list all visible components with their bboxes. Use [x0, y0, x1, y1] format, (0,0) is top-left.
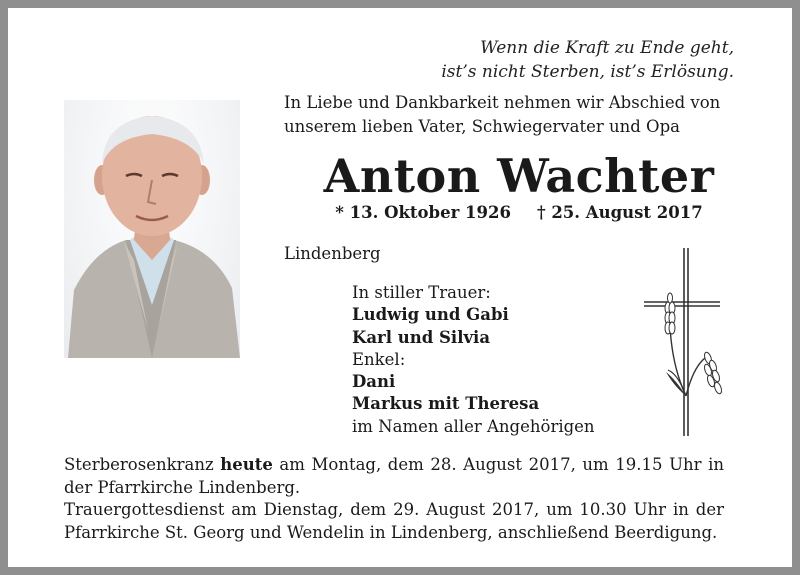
grandchild-2: Markus mit Theresa: [352, 394, 540, 414]
service-announcement: Trauergottesdienst am Dienstag, dem 29. August 2017, um 10.30 Uhr in der Pfarrkirche St. Georg und Wendelin in Lindenberg, anschließend Beerdigung.: [64, 500, 724, 542]
quote: [441, 36, 734, 84]
life-dates: [284, 201, 754, 225]
portrait-illustration: [64, 100, 240, 358]
farewell-intro: [284, 91, 754, 139]
mourners-list: [352, 282, 595, 438]
birth-date: * 13. Oktober 1926: [335, 203, 511, 222]
mourners-heading: In stiller Trauer:: [352, 283, 491, 302]
portrait-photo: [64, 100, 240, 358]
deceased-name: Anton Wachter: [323, 149, 715, 203]
rosary-text-start: Sterberosenkranz: [64, 455, 221, 474]
obituary-card: [8, 8, 792, 567]
mourner-family-1: Ludwig und Gabi: [352, 305, 509, 325]
cross-with-wheat-icon: [644, 246, 734, 438]
mourner-family-2: Karl und Silvia: [352, 327, 491, 347]
quote-line-1: Wenn die Kraft zu Ende geht,: [480, 38, 734, 58]
rosary-announcement: [64, 454, 724, 499]
intro-line-1: In Liebe und Dankbarkeit nehmen wir Abschied von: [284, 93, 721, 112]
death-date: † 25. August 2017: [536, 203, 703, 222]
grandchildren-label: Enkel:: [352, 349, 406, 369]
rosary-highlight: heute: [220, 455, 273, 474]
rosary-text-end: am Montag, dem 28. August 2017, um 19.15 Uhr in der Pfarrkirche Lindenberg.: [64, 455, 724, 497]
residence: Lindenberg: [284, 244, 381, 263]
grandchild-1: Dani: [352, 372, 396, 392]
intro-line-2: unserem lieben Vater, Schwiegervater und Opa: [284, 117, 680, 136]
quote-line-2: ist’s nicht Sterben, ist’s Erlösung.: [441, 62, 734, 82]
funeral-announcements: [64, 454, 724, 544]
mourners-closing: im Namen aller Angehörigen: [352, 416, 595, 436]
